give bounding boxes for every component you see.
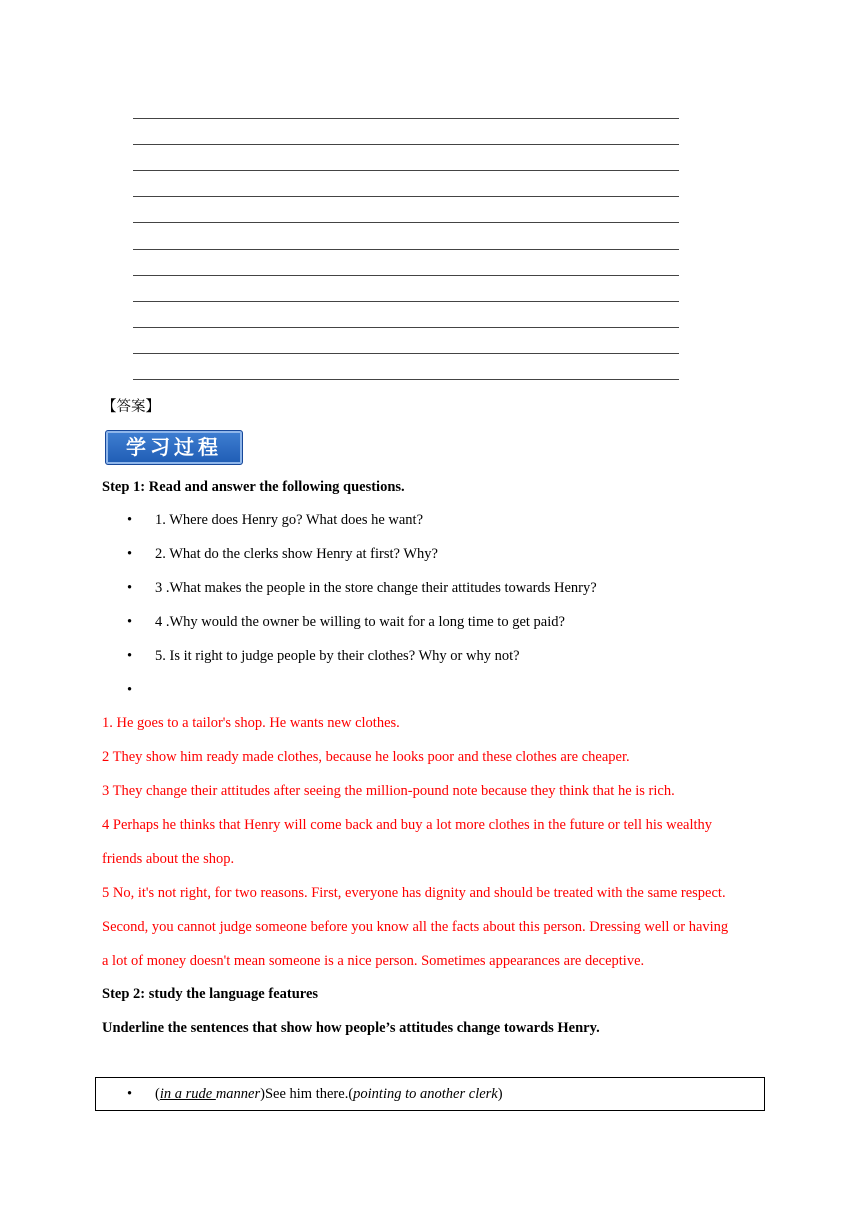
underlined-phrase: in a rude <box>159 1086 216 1102</box>
step1-heading: Step 1: Read and answer the following questions. <box>102 479 405 495</box>
answer-5: 5 No, it's not right, for two reasons. First, everyone has dignity and should be treated with the same respect. <box>102 885 726 901</box>
writing-line <box>133 118 679 119</box>
answer-1: 1. He goes to a tailor's shop. He wants new clothes. <box>102 715 400 731</box>
step2-heading: Step 2: study the language features <box>102 986 319 1002</box>
list-bullet: • <box>127 614 133 630</box>
list-bullet: • <box>127 682 133 698</box>
list-bullet: • <box>127 546 133 562</box>
list-bullet: • <box>127 1086 133 1102</box>
writing-line <box>133 144 679 145</box>
answer-4-cont: friends about the shop. <box>102 851 235 867</box>
list-bullet: • <box>127 648 133 664</box>
step2-instruction: Underline the sentences that show how people’s attitudes change towards Henry. <box>102 1020 600 1036</box>
writing-line <box>133 327 679 328</box>
question-5: 5. Is it right to judge people by their clothes? Why or why not? <box>155 648 520 664</box>
writing-line <box>133 379 679 380</box>
section-banner: 学习过程 <box>105 430 243 465</box>
writing-line <box>133 249 679 250</box>
writing-line <box>133 170 679 171</box>
answer-5-cont2: a lot of money doesn't mean someone is a nice person. Sometimes appearances are deceptive. <box>102 953 645 969</box>
answer-4: 4 Perhaps he thinks that Henry will come back and buy a lot more clothes in the future or tell his wealthy <box>102 817 713 833</box>
writing-line <box>133 301 679 302</box>
list-bullet: • <box>127 512 133 528</box>
writing-line <box>133 222 679 223</box>
stage-direction: manner <box>215 1086 261 1102</box>
list-bullet: • <box>127 580 133 596</box>
stage-direction: pointing to another clerk <box>353 1086 498 1102</box>
paren: ) <box>497 1086 503 1102</box>
answer-label: 【答案】 <box>102 399 160 415</box>
dialogue-text: )See him there.( <box>260 1086 354 1102</box>
dialogue-line <box>155 1086 503 1103</box>
question-1: 1. Where does Henry go? What does he want? <box>155 512 424 528</box>
writing-line <box>133 353 679 354</box>
question-4: 4 .Why would the owner be willing to wait for a long time to get paid? <box>155 614 565 630</box>
question-3: 3 .What makes the people in the store change their attitudes towards Henry? <box>155 580 597 596</box>
answer-5-cont: Second, you cannot judge someone before you know all the facts about this person. Dressing well or having <box>102 919 729 935</box>
answer-3: 3 They change their attitudes after seeing the million-pound note because they think that he is rich. <box>102 783 675 799</box>
dialogue-box <box>95 1077 765 1111</box>
writing-line <box>133 196 679 197</box>
paren: ( <box>155 1086 160 1102</box>
writing-line <box>133 275 679 276</box>
question-2: 2. What do the clerks show Henry at first? Why? <box>155 546 438 562</box>
answer-2: 2 They show him ready made clothes, because he looks poor and these clothes are cheaper. <box>102 749 630 765</box>
